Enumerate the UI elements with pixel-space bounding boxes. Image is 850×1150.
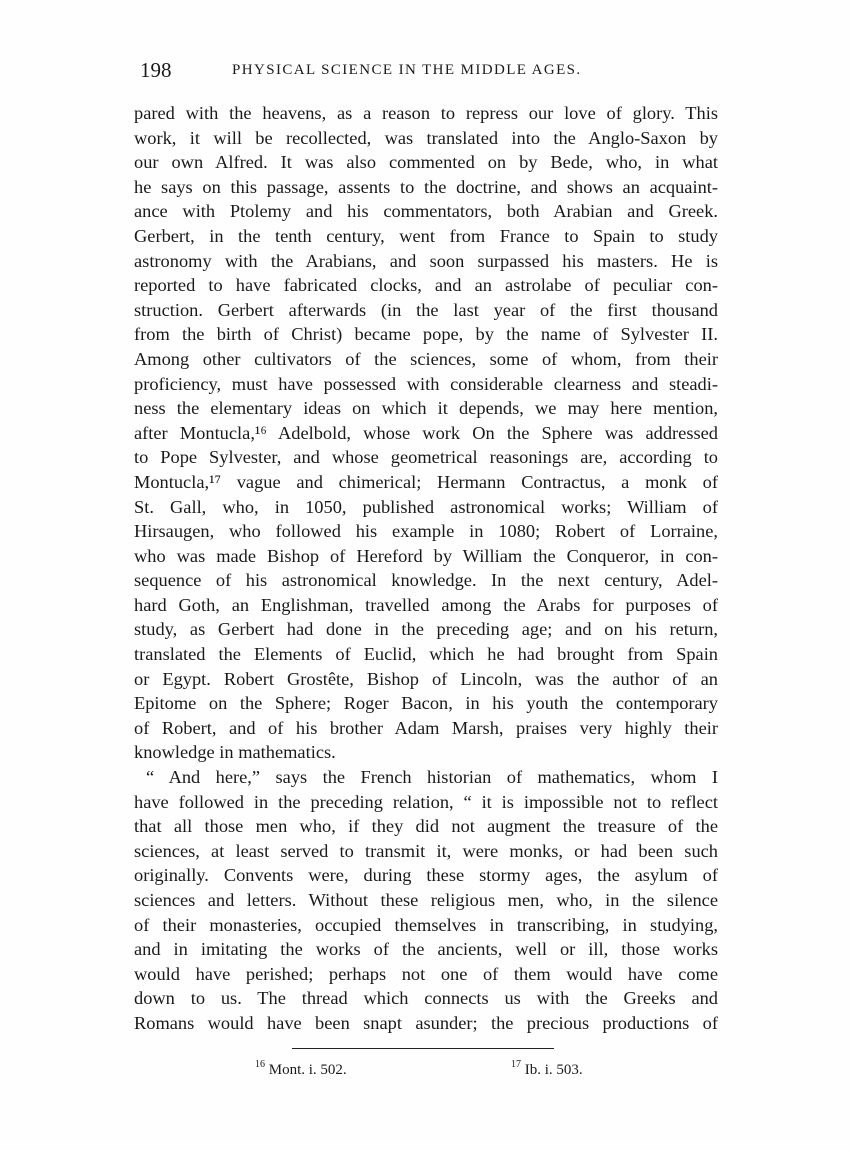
footnote-text: Mont. i. 502. bbox=[268, 1062, 347, 1078]
text-line: have followed in the preceding relation, “ it is impossible not to reflect bbox=[134, 791, 718, 812]
text-line: pared with the heavens, as a reason to repress our love of glory. This bbox=[134, 103, 718, 123]
text-line: or Egypt. Robert Grostête, Bishop of Lincoln, was the author of an bbox=[134, 668, 718, 689]
body-text bbox=[134, 101, 718, 1036]
text-line: reported to have fabricated clocks, and an astrolabe of peculiar con- bbox=[134, 275, 718, 296]
text-line: originally. Convents were, during these stormy ages, the asylum of bbox=[134, 865, 718, 886]
text-line: Among other cultivators of the sciences, some of whom, from their bbox=[134, 348, 718, 369]
text-line: our own Alfred. It was also commented on by Bede, who, in what bbox=[134, 152, 718, 173]
text-line: proficiency, must have possessed with considerable clearness and steadi- bbox=[134, 373, 718, 394]
page-header bbox=[140, 58, 730, 88]
text-line: work, it will be recollected, was translated into the Anglo-Saxon by bbox=[134, 127, 718, 148]
text-line: from the birth of Christ) became pope, by the name of Sylvester II. bbox=[134, 324, 718, 345]
footnote-rule bbox=[292, 1048, 554, 1049]
footnote-text: Ib. i. 503. bbox=[524, 1062, 583, 1078]
text-line: sequence of his astronomical knowledge. In the next century, Adel- bbox=[134, 570, 718, 591]
text-line: study, as Gerbert had done in the preceding age; and on his return, bbox=[134, 619, 718, 640]
text-line: hard Goth, an Englishman, travelled among the Arabs for purposes of bbox=[134, 594, 718, 615]
paragraph-start-line: “ And here,” says the French historian of mathematics, whom I bbox=[146, 767, 718, 788]
text-line: that all those men who, if they did not augment the treasure of the bbox=[134, 816, 718, 837]
text-line: who was made Bishop of Hereford by William the Conqueror, in con- bbox=[134, 545, 718, 566]
text-line: down to us. The thread which connects us with the Greeks and bbox=[134, 988, 718, 1009]
text-line: Hirsaugen, who followed his example in 1080; Robert of Lorraine, bbox=[134, 521, 718, 542]
text-line: sciences, at least served to transmit it, were monks, or had been such bbox=[134, 840, 718, 861]
text-line: ness the elementary ideas on which it depends, we may here mention, bbox=[134, 398, 718, 419]
footnote-16 bbox=[255, 1059, 347, 1079]
text-line: he says on this passage, assents to the doctrine, and shows an acquaint- bbox=[134, 176, 718, 197]
page-number: 198 bbox=[140, 58, 172, 82]
text-line: Montucla,¹⁷ vague and chimerical; Hermann Contractus, a monk of bbox=[134, 471, 718, 492]
text-line: Romans would have been snapt asunder; the precious productions of bbox=[134, 1012, 718, 1033]
text-line: sciences and letters. Without these religious men, who, in the silence bbox=[134, 890, 718, 910]
footnotes bbox=[255, 1059, 635, 1086]
footnote-17 bbox=[511, 1059, 583, 1079]
text-line: St. Gall, who, in 1050, published astronomical works; William of bbox=[134, 496, 718, 517]
paragraph-end-line: knowledge in mathematics. bbox=[134, 742, 336, 763]
text-line: Epitome on the Sphere; Roger Bacon, in his youth the contemporary bbox=[134, 693, 718, 714]
text-line: translated the Elements of Euclid, which he had brought from Spain bbox=[134, 644, 718, 665]
text-line: after Montucla,¹⁶ Adelbold, whose work On the Sphere was addressed bbox=[134, 422, 718, 443]
text-line: of their monasteries, occupied themselves in transcribing, in studying, bbox=[134, 914, 718, 935]
text-line: ance with Ptolemy and his commentators, both Arabian and Greek. bbox=[134, 201, 718, 222]
text-line: of Robert, and of his brother Adam Marsh, praises very highly their bbox=[134, 717, 718, 738]
text-line: astronomy with the Arabians, and soon surpassed his masters. He is bbox=[134, 250, 718, 271]
running-title: PHYSICAL SCIENCE IN THE MIDDLE AGES. bbox=[232, 62, 582, 78]
text-line: to Pope Sylvester, and whose geometrical reasonings are, according to bbox=[134, 447, 718, 468]
footnote-marker: 16 bbox=[255, 1059, 265, 1070]
footnote-marker: 17 bbox=[511, 1059, 521, 1070]
text-line: and in imitating the works of the ancients, well or ill, those works bbox=[134, 939, 718, 960]
text-line: struction. Gerbert afterwards (in the last year of the first thousand bbox=[134, 299, 718, 320]
text-line: Gerbert, in the tenth century, went from France to Spain to study bbox=[134, 225, 718, 246]
text-line: would have perished; perhaps not one of them would have come bbox=[134, 963, 718, 984]
